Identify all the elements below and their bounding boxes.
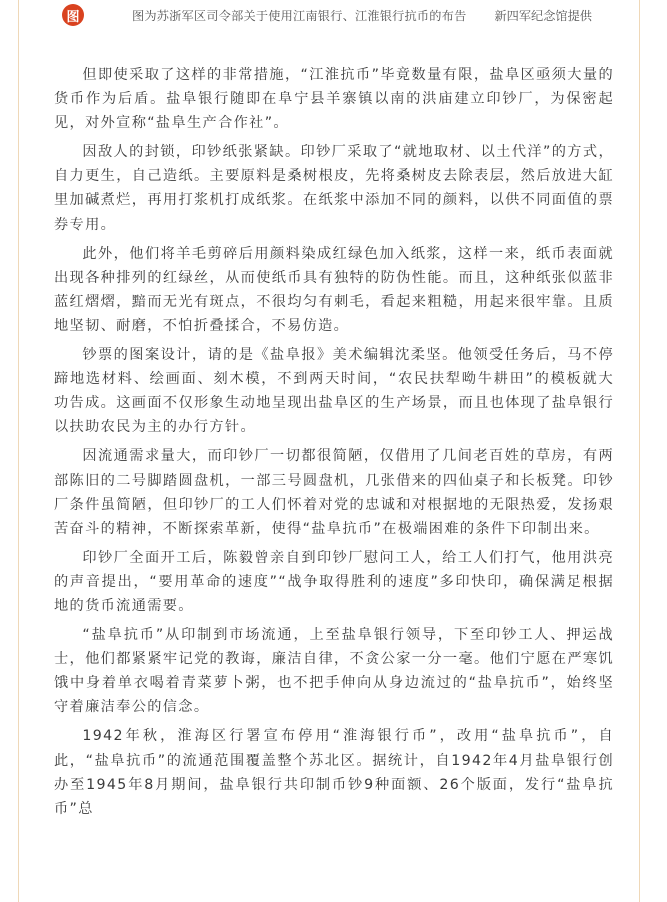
paragraph-7: “盐阜抗币”从印制到市场流通，上至盐阜银行领导，下至印钞工人、押运战士，他们都紧紧牢记党的教诲，廉洁自律，不贪公家一分一毫。他们宁愿在严寒饥饿中身着单衣喝着青菜萝卜粥，也不把手伸向从身边流过的“盐阜抗币”，始终坚守着廉洁奉公的信念。 [54,627,614,716]
paragraph-2: 因敌人的封锁，印钞纸张紧缺。印钞厂采取了“就地取材、以土代洋”的方式，自力更生，自己造纸。主要原料是桑树根皮，先将桑树皮去除表层，然后放进大缸里加碱煮烂，再用打浆机打成纸浆。在纸浆中添加不同的颜料，以供不同面值的票券专用。 [54,144,614,233]
picture-badge-icon: 图 [62,4,84,26]
paragraph-1: 但即使采取了这样的非常措施，“江淮抗币”毕竟数量有限，盐阜区亟须大量的货币作为后盾。盐阜银行随即在阜宁县羊寨镇以南的洪庙建立印钞厂，为保密起见，对外宣称“盐阜生产合作社”。 [54,67,614,132]
paragraph-8: 1942年秋，淮海区行署宣布停用“淮海银行币”，改用“盐阜抗币”，自此，“盐阜抗币”的流通范围覆盖整个苏北区。据统计，自1942年4月盐阜银行创办至1945年8月期间，盐阜银行共印制币钞9种面额、26个版面，发行“盐阜抗币”总 [54,728,614,817]
caption-text: 图为苏浙军区司令部关于使用江南银行、江淮银行抗币的布告 [132,8,467,23]
paragraph-3: 此外，他们将羊毛剪碎后用颜料染成红绿色加入纸浆，这样一来，纸币表面就出现各种排列的红绿丝，从而使纸币具有独特的防伪性能。而且，这种纸张似蓝非蓝红熠熠，黯而无光有斑点，不很均匀有刺毛，看起来粗糙，用起来很牢靠。且质地坚韧、耐磨，不怕折叠揉合，不易仿造。 [54,245,614,334]
image-caption [62,3,632,27]
caption-credit: 新四军纪念馆提供 [494,8,592,23]
paragraph-6: 印钞厂全面开工后，陈毅曾亲自到印钞厂慰问工人，给工人们打气，他用洪亮的声音提出，“要用革命的速度”“战争取得胜利的速度”多印快印，确保满足根据地的货币流通需要。 [54,549,614,614]
paragraph-5: 因流通需求量大，而印钞厂一切都很简陋，仅借用了几间老百姓的草房，有两部陈旧的二号脚踏圆盘机，一部三号圆盘机，几张借来的四仙桌子和长板凳。印钞厂条件虽简陋，但印钞厂的工人们怀着对党的忠诚和对根据地的无限热爱，发扬艰苦奋斗的精神，不断探索革新，使得“盐阜抗币”在极端困难的条件下印制出来。 [54,448,614,537]
article-body [54,63,614,826]
paragraph-4: 钞票的图案设计，请的是《盐阜报》美术编辑沈柔坚。他领受任务后，马不停蹄地选材料、绘画面、刻木模，不到两天时间，“农民扶犁呦牛耕田”的模板就大功告成。这画面不仅形象生动地呈现出盐阜区的生产场景，而且也体现了盐阜银行以扶助农民为主的办行方针。 [54,347,614,436]
